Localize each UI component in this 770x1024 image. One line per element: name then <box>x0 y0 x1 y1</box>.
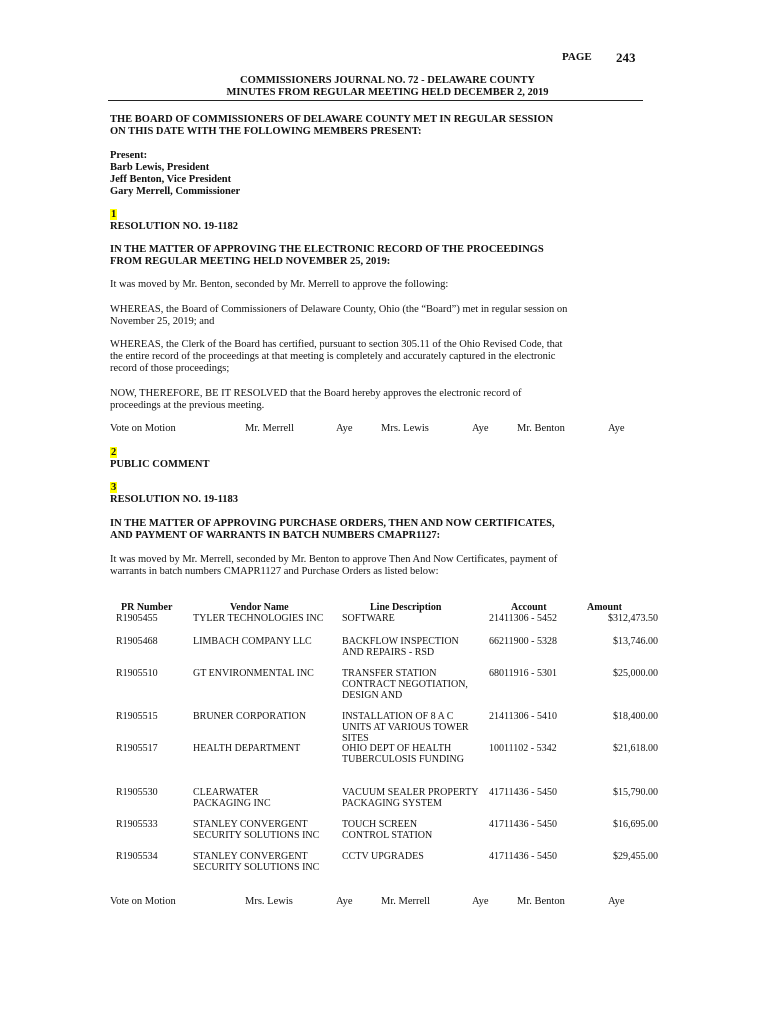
amount: $29,455.00 <box>613 851 658 862</box>
page-number: 243 <box>616 50 636 65</box>
item-2-title: PUBLIC COMMENT <box>110 459 210 470</box>
vendor-name: BRUNER CORPORATION <box>193 711 307 722</box>
amount: $312,473.50 <box>608 613 658 624</box>
item-1-number-highlight: 1 <box>111 209 117 220</box>
vote-member-2: Mr. Merrell <box>381 896 430 907</box>
pr-number: R1905515 <box>116 711 158 722</box>
vote-member-2: Mrs. Lewis <box>381 423 429 434</box>
item-1-whereas-2c: record of those proceedings; <box>110 363 230 374</box>
vendor-name: HEALTH DEPARTMENT <box>193 743 301 754</box>
member-3: Gary Merrell, Commissioner <box>110 186 241 197</box>
vendor-name: CLEARWATER PACKAGING INC <box>193 787 271 809</box>
intro-line-2: ON THIS DATE WITH THE FOLLOWING MEMBERS PRESENT: <box>110 126 422 137</box>
vote-value-1: Aye <box>336 896 353 907</box>
line-description: OHIO DEPT OF HEALTH TUBERCULOSIS FUNDING <box>342 743 464 765</box>
vendor-name: GT ENVIRONMENTAL INC <box>193 668 314 679</box>
minutes-title: MINUTES FROM REGULAR MEETING HELD DECEMBER 2, 2019 <box>226 87 549 98</box>
account: 10011102 - 5342 <box>489 743 557 754</box>
item-2-number <box>110 447 650 459</box>
vote-value-3: Aye <box>608 896 625 907</box>
vote-label: Vote on Motion <box>110 423 176 434</box>
vote-member-1: Mrs. Lewis <box>245 896 293 907</box>
item-3-number-highlight: 3 <box>111 482 117 493</box>
vote-member-3: Mr. Benton <box>517 423 565 434</box>
account: 21411306 - 5410 <box>489 711 557 722</box>
account: 66211900 - 5328 <box>489 636 557 647</box>
pr-number: R1905530 <box>116 787 158 798</box>
line-description: TRANSFER STATION CONTRACT NEGOTIATION, DESIGN AND <box>342 668 468 701</box>
item-1-number <box>110 209 650 221</box>
item-1-whereas-2b: the entire record of the proceedings at that meeting is completely and accurately captured in the electronic <box>110 351 556 362</box>
intro-line-1: THE BOARD OF COMMISSIONERS OF DELAWARE COUNTY MET IN REGULAR SESSION <box>110 114 554 125</box>
item-3-resolution: RESOLUTION NO. 19-1183 <box>110 494 239 505</box>
item-1-whereas-1b: November 25, 2019; and <box>110 316 215 327</box>
item-1-moved: It was moved by Mr. Benton, seconded by Mr. Merrell to approve the following: <box>110 279 449 290</box>
amount: $18,400.00 <box>613 711 658 722</box>
vote-value-2: Aye <box>472 896 489 907</box>
page-label: PAGE <box>562 51 592 63</box>
amount: $13,746.00 <box>613 636 658 647</box>
item-1-title-2: FROM REGULAR MEETING HELD NOVEMBER 25, 2019: <box>110 256 391 267</box>
vendor-name: STANLEY CONVERGENT SECURITY SOLUTIONS INC <box>193 819 320 841</box>
journal-title: COMMISSIONERS JOURNAL NO. 72 - DELAWARE COUNTY <box>240 75 535 86</box>
item-1-title-1: IN THE MATTER OF APPROVING THE ELECTRONIC RECORD OF THE PROCEEDINGS <box>110 244 544 255</box>
item-1-resolution: RESOLUTION NO. 19-1182 <box>110 221 239 232</box>
line-description: TOUCH SCREEN CONTROL STATION <box>342 819 433 841</box>
vote-label: Vote on Motion <box>110 896 176 907</box>
vendor-name: STANLEY CONVERGENT SECURITY SOLUTIONS INC <box>193 851 320 873</box>
item-1-resolved-b: proceedings at the previous meeting. <box>110 400 265 411</box>
amount: $16,695.00 <box>613 819 658 830</box>
item-3-title-2: AND PAYMENT OF WARRANTS IN BATCH NUMBERS CMAPR1127: <box>110 530 441 541</box>
account: 41711436 - 5450 <box>489 851 557 862</box>
col-header-account: Account <box>511 602 547 613</box>
member-2: Jeff Benton, Vice President <box>110 174 232 185</box>
amount: $25,000.00 <box>613 668 658 679</box>
amount: $15,790.00 <box>613 787 658 798</box>
account: 68011916 - 5301 <box>489 668 557 679</box>
pr-number: R1905533 <box>116 819 158 830</box>
item-3-moved-a: It was moved by Mr. Merrell, seconded by Mr. Benton to approve Then And Now Certificates, payment of <box>110 554 558 565</box>
member-1: Barb Lewis, President <box>110 162 210 173</box>
pr-number: R1905468 <box>116 636 158 647</box>
header-divider <box>108 100 643 101</box>
item-1-whereas-1a: WHEREAS, the Board of Commissioners of Delaware County, Ohio (the “Board”) met in regular session on <box>110 304 568 315</box>
col-header-pr-number: PR Number <box>121 602 173 613</box>
col-header-amount: Amount <box>587 602 623 613</box>
col-header-vendor-name: Vendor Name <box>230 602 289 613</box>
item-3-title-1: IN THE MATTER OF APPROVING PURCHASE ORDERS, THEN AND NOW CERTIFICATES, <box>110 518 555 529</box>
vote-value-1: Aye <box>336 423 353 434</box>
vote-member-1: Mr. Merrell <box>245 423 294 434</box>
amount: $21,618.00 <box>613 743 658 754</box>
item-1-vote <box>110 423 650 435</box>
vendor-name: LIMBACH COMPANY LLC <box>193 636 312 647</box>
vote-member-3: Mr. Benton <box>517 896 565 907</box>
col-header-line-description: Line Description <box>370 602 442 613</box>
vote-value-2: Aye <box>472 423 489 434</box>
line-description: CCTV UPGRADES <box>342 851 424 862</box>
item-3-vote <box>110 896 650 908</box>
account: 41711436 - 5450 <box>489 787 557 798</box>
pr-number: R1905517 <box>116 743 158 754</box>
item-1-whereas-2a: WHEREAS, the Clerk of the Board has certified, pursuant to section 305.11 of the Ohio Revised Code, that <box>110 339 563 350</box>
pr-number: R1905455 <box>116 613 158 624</box>
line-description: VACUUM SEALER PROPERTY PACKAGING SYSTEM <box>342 787 479 809</box>
pr-number: R1905534 <box>116 851 158 862</box>
item-3-moved-b: warrants in batch numbers CMAPR1127 and Purchase Orders as listed below: <box>110 566 439 577</box>
item-1-resolved-a: NOW, THEREFORE, BE IT RESOLVED that the Board hereby approves the electronic record of <box>110 388 522 399</box>
pr-number: R1905510 <box>116 668 158 679</box>
vendor-name: TYLER TECHNOLOGIES INC <box>193 613 324 624</box>
line-description: INSTALLATION OF 8 A C UNITS AT VARIOUS TOWER SITES <box>342 711 469 744</box>
present-label: Present: <box>110 150 148 161</box>
line-description: BACKFLOW INSPECTION AND REPAIRS - RSD <box>342 636 459 658</box>
item-2-number-highlight: 2 <box>111 447 117 458</box>
item-3-number <box>110 482 650 494</box>
account: 21411306 - 5452 <box>489 613 557 624</box>
account: 41711436 - 5450 <box>489 819 557 830</box>
line-description: SOFTWARE <box>342 613 395 624</box>
vote-value-3: Aye <box>608 423 625 434</box>
